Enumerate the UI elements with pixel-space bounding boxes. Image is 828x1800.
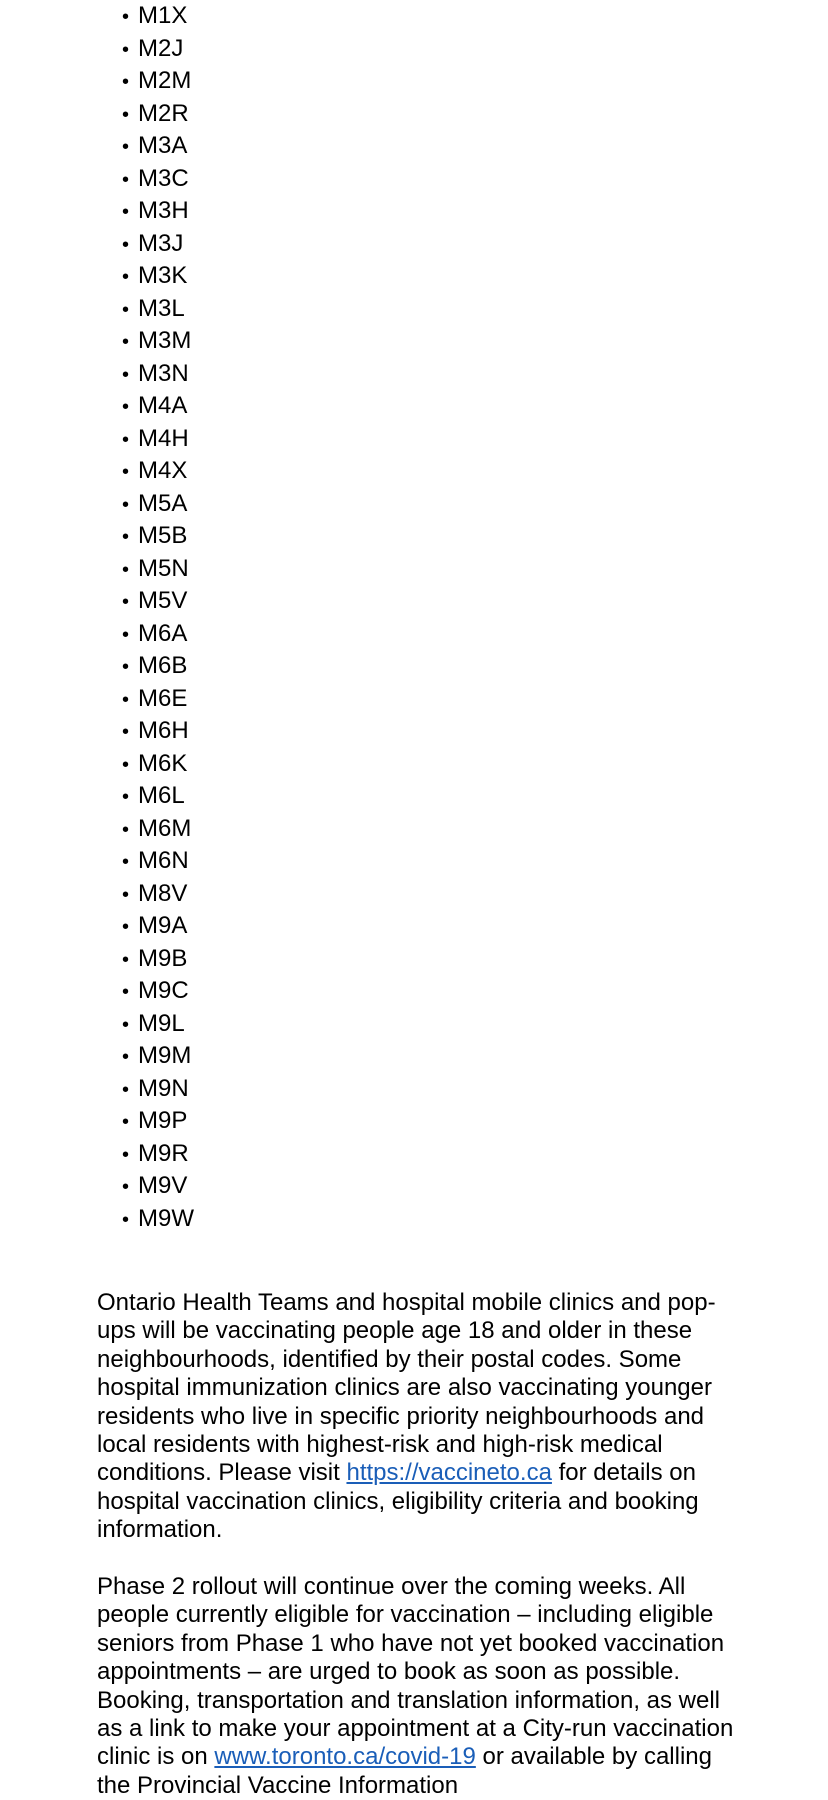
bullet-icon: • <box>122 1176 130 1198</box>
bullet-icon: • <box>122 201 130 223</box>
postal-code-item <box>122 748 194 781</box>
postal-code-item <box>122 65 194 98</box>
bullet-icon: • <box>122 1046 130 1068</box>
bullet-icon: • <box>122 136 130 158</box>
postal-code-label: M9R <box>138 1139 189 1167</box>
postal-code-item <box>122 813 194 846</box>
postal-code-label: M6L <box>138 782 185 809</box>
bullet-icon: • <box>122 721 130 743</box>
bullet-icon: • <box>122 981 130 1003</box>
postal-code-item <box>122 163 194 196</box>
postal-code-label: M9M <box>138 1042 192 1069</box>
postal-code-label: M9W <box>138 1204 194 1232</box>
postal-code-label: M3M <box>138 327 192 354</box>
postal-code-label: M3K <box>138 262 188 289</box>
hospital-clinics-paragraph <box>97 1289 737 1545</box>
postal-code-item <box>122 618 194 651</box>
postal-code-label: M6B <box>138 652 188 679</box>
postal-code-label: M6A <box>138 619 188 647</box>
bullet-icon: • <box>122 883 130 906</box>
postal-code-label: M3J <box>138 229 184 257</box>
postal-code-item <box>122 975 194 1008</box>
postal-code-label: M2M <box>138 67 192 94</box>
postal-code-label: M1X <box>138 2 188 29</box>
postal-code-label: M5B <box>138 522 188 549</box>
postal-code-item <box>122 0 194 33</box>
bullet-icon: • <box>122 753 130 776</box>
bullet-icon: • <box>122 688 130 711</box>
postal-code-label: M3A <box>138 132 188 159</box>
postal-code-item <box>122 520 194 553</box>
bullet-icon: • <box>122 851 130 873</box>
postal-code-label: M6K <box>138 749 188 777</box>
postal-code-label: M9P <box>138 1107 188 1134</box>
phase2-paragraph <box>97 1573 737 1800</box>
postal-code-item <box>122 358 194 391</box>
bullet-icon: • <box>122 493 130 516</box>
bullet-icon: • <box>122 266 130 288</box>
bullet-icon: • <box>122 786 130 808</box>
postal-code-item <box>122 780 194 813</box>
postal-code-item <box>122 325 194 358</box>
bullet-icon: • <box>122 428 130 451</box>
postal-code-item <box>122 1008 194 1041</box>
bullet-icon: • <box>122 71 130 93</box>
para1-text-before: Ontario Health Teams and hospital mobile clinics and pop-ups will be vaccinating people age 18 and older in these neighbourhoods, identified by their postal codes. Some hospital immunization clinics are also vaccinating younger residents who live in specific priority neighbourhoods and local residents with highest-risk and high-risk medical conditions. Please visit <box>97 1289 716 1487</box>
para2-text-after: or available by calling the Provincial Vaccine Information <box>97 1743 712 1799</box>
bullet-icon: • <box>122 558 130 581</box>
bullet-icon: • <box>122 526 130 548</box>
postal-code-item <box>122 845 194 878</box>
vaccineto-link[interactable]: https://vaccineto.ca <box>346 1459 552 1487</box>
bullet-icon: • <box>122 298 130 321</box>
postal-code-item <box>122 910 194 943</box>
postal-code-item <box>122 33 194 66</box>
postal-code-label: M6N <box>138 847 189 874</box>
postal-code-label: M4H <box>138 424 189 452</box>
postal-code-label: M3N <box>138 359 189 387</box>
bullet-icon: • <box>122 916 130 938</box>
bullet-icon: • <box>122 948 130 971</box>
postal-code-label: M9C <box>138 977 189 1004</box>
postal-code-item <box>122 423 194 456</box>
bullet-icon: • <box>122 103 130 126</box>
postal-code-item <box>122 195 194 228</box>
bullet-icon: • <box>122 233 130 256</box>
toronto-covid-link[interactable]: www.toronto.ca/covid-19 <box>214 1743 476 1771</box>
para1-text-after: for details on hospital vaccination clinics, eligibility criteria and booking information. <box>97 1459 699 1544</box>
postal-code-label: M5V <box>138 587 188 614</box>
postal-code-item <box>122 1170 194 1203</box>
postal-code-item <box>122 878 194 911</box>
postal-code-item <box>122 1040 194 1073</box>
postal-code-item <box>122 390 194 423</box>
postal-code-label: M2R <box>138 99 189 127</box>
postal-code-label: M9N <box>138 1074 189 1102</box>
postal-code-item <box>122 715 194 748</box>
postal-code-label: M6H <box>138 717 189 744</box>
postal-code-list <box>122 0 194 1235</box>
postal-code-item <box>122 553 194 586</box>
bullet-icon: • <box>122 591 130 613</box>
bullet-icon: • <box>122 623 130 646</box>
postal-code-item <box>122 293 194 326</box>
postal-code-item <box>122 650 194 683</box>
bullet-icon: • <box>122 1143 130 1166</box>
postal-code-item <box>122 488 194 521</box>
bullet-icon: • <box>122 38 130 61</box>
postal-code-label: M3C <box>138 164 189 192</box>
postal-code-item <box>122 943 194 976</box>
bullet-icon: • <box>122 168 130 191</box>
postal-code-item <box>122 130 194 163</box>
postal-code-item <box>122 1073 194 1106</box>
bullet-icon: • <box>122 1111 130 1133</box>
postal-code-label: M3H <box>138 197 189 224</box>
bullet-icon: • <box>122 1208 130 1231</box>
bullet-icon: • <box>122 396 130 418</box>
postal-code-label: M6E <box>138 684 188 712</box>
postal-code-item <box>122 455 194 488</box>
postal-code-item <box>122 1105 194 1138</box>
postal-code-label: M4X <box>138 457 188 484</box>
para2-text-before: Phase 2 rollout will continue over the coming weeks. All people currently eligible for vaccination – including eligible seniors from Phase 1 who have not yet booked vaccination appointments – are urged to book as soon as possible. Booking, transportation and translation information, as well as a link to make your appointment at a City-run vaccination clinic is on <box>97 1573 734 1771</box>
postal-code-label: M3L <box>138 294 185 322</box>
bullet-icon: • <box>122 461 130 483</box>
bullet-icon: • <box>122 818 130 841</box>
bullet-icon: • <box>122 363 130 386</box>
postal-code-item <box>122 683 194 716</box>
postal-code-label: M9L <box>138 1009 185 1037</box>
bullet-icon: • <box>122 6 130 28</box>
postal-code-item <box>122 585 194 618</box>
bullet-icon: • <box>122 656 130 678</box>
bullet-icon: • <box>122 331 130 353</box>
postal-code-label: M9V <box>138 1172 188 1199</box>
postal-code-label: M6M <box>138 814 192 842</box>
postal-code-item <box>122 1203 194 1236</box>
bullet-icon: • <box>122 1078 130 1101</box>
postal-code-label: M5A <box>138 489 188 517</box>
postal-code-label: M5N <box>138 554 189 582</box>
postal-code-label: M8V <box>138 879 188 907</box>
postal-code-item <box>122 228 194 261</box>
postal-code-item <box>122 260 194 293</box>
postal-code-item <box>122 98 194 131</box>
postal-code-item <box>122 1138 194 1171</box>
postal-code-label: M4A <box>138 392 188 419</box>
postal-code-label: M9A <box>138 912 188 939</box>
postal-code-label: M9B <box>138 944 188 972</box>
bullet-icon: • <box>122 1013 130 1036</box>
postal-code-label: M2J <box>138 34 184 62</box>
